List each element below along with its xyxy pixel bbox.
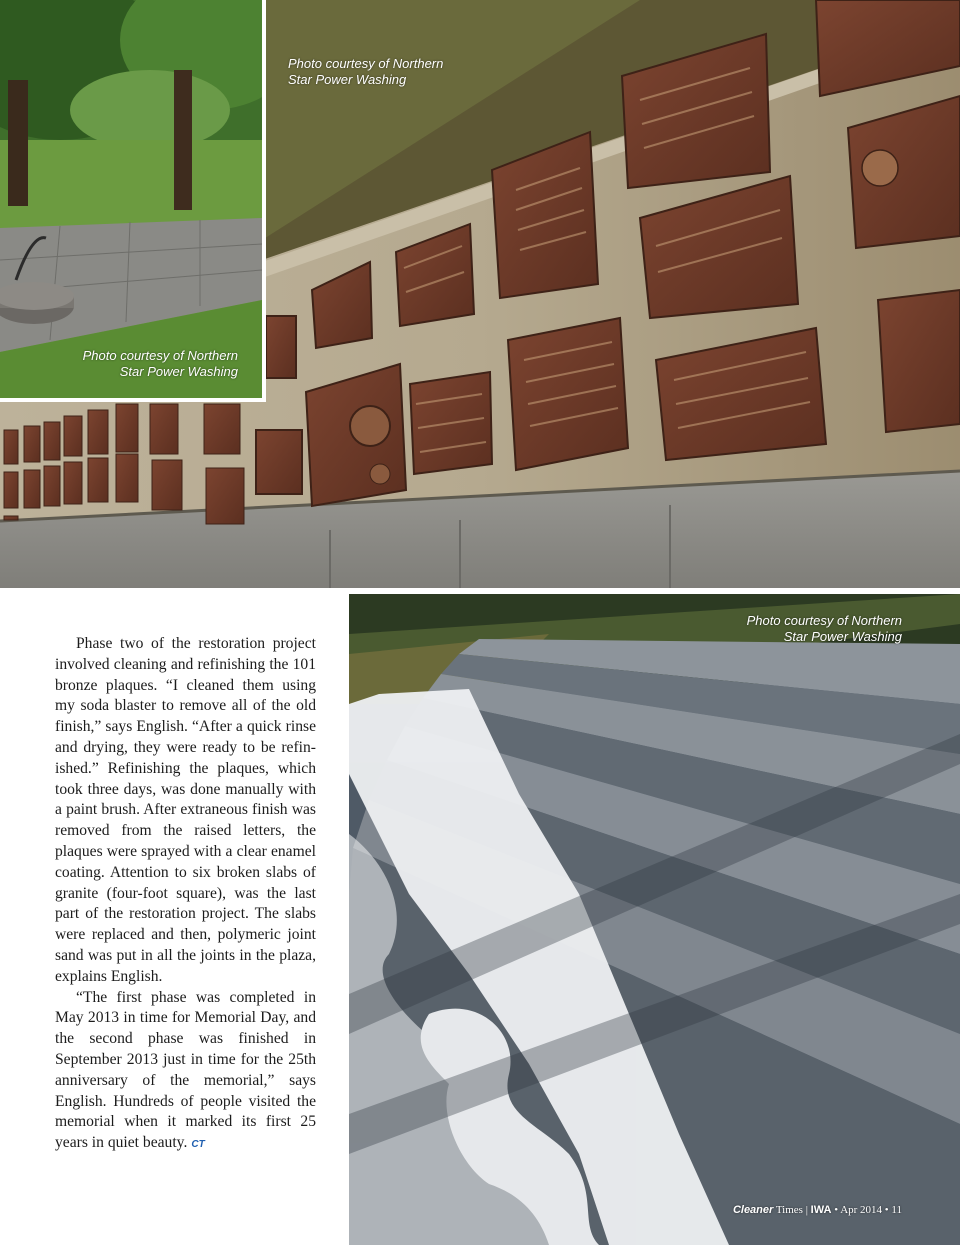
photo-credit-park bbox=[83, 348, 238, 380]
folio-brand-iwa: IWA bbox=[810, 1204, 832, 1216]
article-paragraph bbox=[55, 988, 316, 1156]
park-illustration bbox=[0, 0, 262, 398]
folio-issue: • Apr 2014 • bbox=[831, 1204, 892, 1216]
article-paragraph-text: “The first phase was completed in May 2013 in time for Memorial Day, and the second phase was finished in September 2013 just in time for the 25th anniversary of the memorial,” says English. Hundreds of people visited the memorial when it marked its first 25 years in quiet beauty. bbox=[55, 988, 316, 1152]
folio-brand-cleaner: Cleaner bbox=[732, 1204, 774, 1216]
photo-credit-line: Star Power Washing bbox=[783, 629, 902, 644]
photo-credit-line: Star Power Washing bbox=[288, 72, 407, 87]
folio-brand-times: Times | bbox=[773, 1204, 811, 1216]
steps-illustration bbox=[349, 594, 960, 1245]
page-number: 11 bbox=[891, 1204, 902, 1216]
photo-credit-line: Photo courtesy of Northern bbox=[288, 56, 444, 71]
photo-park-inset bbox=[0, 0, 266, 402]
page-folio bbox=[733, 1204, 902, 1216]
photo-credit-steps bbox=[747, 613, 902, 645]
photo-credit-line: Photo courtesy of Northern bbox=[82, 348, 238, 363]
photo-credit-plaques bbox=[288, 56, 443, 88]
article-paragraph: Phase two of the restoration project involved cleaning and refinishing the 101 bronze plaques. “I cleaned them using my soda blaster to remove all of the old finish,” says English. “After a quick rinse and drying, they were ready to be refinished.” Refinishing the plaques, which took three days, was done manually with a paint brush. After extraneous finish was removed from the raised letters, the plaques were sprayed with a clear enamel coating. Attention to six broken slabs of granite (four-foot square), was the last part of the restoration project. The slabs were replaced and then, polymeric joint sand was put in all the joints in the plaza, explains English. bbox=[55, 635, 316, 985]
article-body bbox=[55, 634, 316, 1156]
photo-steps bbox=[349, 594, 960, 1245]
photo-credit-line: Star Power Washing bbox=[119, 364, 238, 379]
end-of-article-mark: CT bbox=[191, 1139, 205, 1151]
photo-credit-line: Photo courtesy of Northern bbox=[746, 613, 902, 628]
